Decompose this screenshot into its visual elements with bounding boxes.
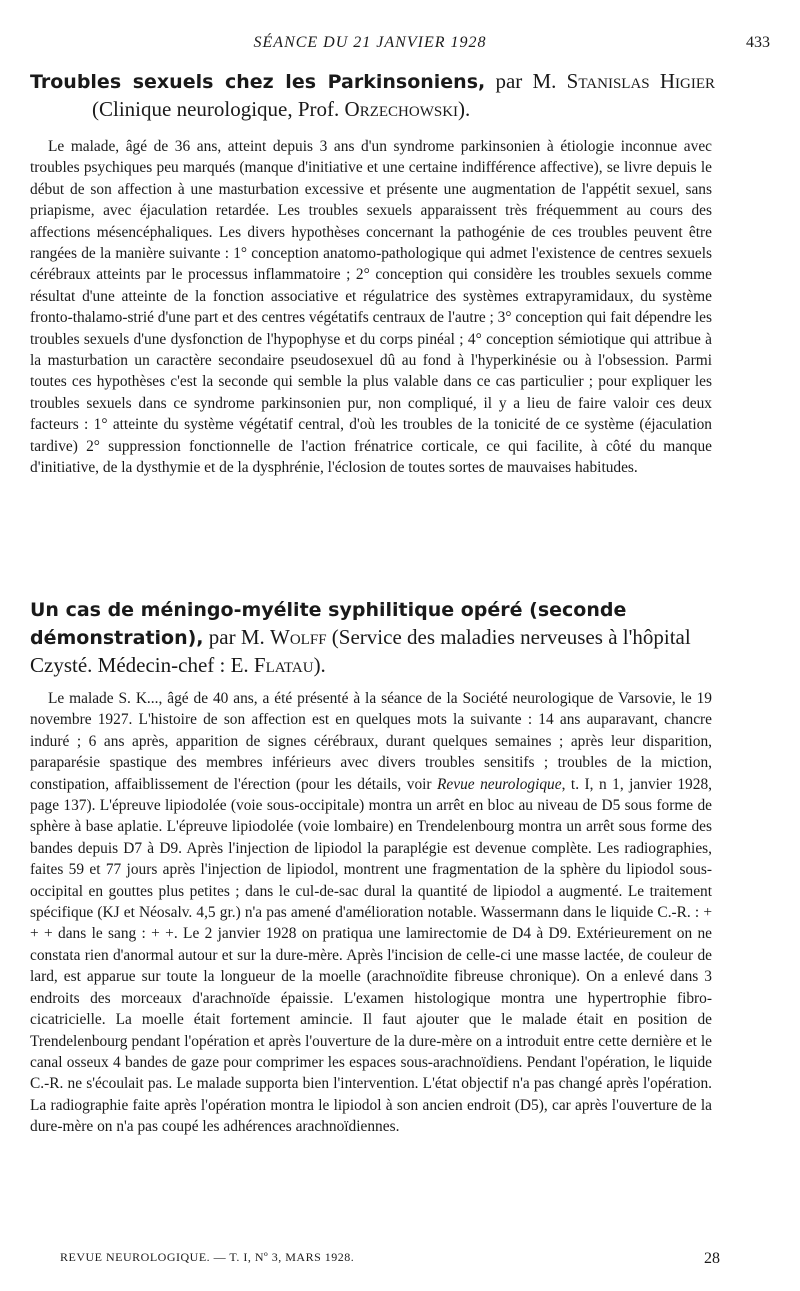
- article-1-body: [30, 136, 712, 479]
- article-1-body-text: Le malade, âgé de 36 ans, atteint depuis 3 ans d'un syndrome parkinsonien à étiologie inconnue avec troubles psychiques peu marqués (manque d'initiative et une certaine indifférence affective), se livre depuis le début de son affection à une masturbation excessive et présente une augmentation de l'appétit sexuel, sans priapisme, avec éjaculation retardée. Les troubles sexuels apparaissent très fréquemment au cours des affections mésencéphaliques. Les divers hypothèses concernant la pathogénie de ces troubles peuvent être rangées de la manière suivante : 1° conception anatomo-pathologique qui admet l'existence de centres sexuels cérébraux atteints par le processus inflammatoire ; 2° conception qui considère les troubles sexuels comme résultat d'une atteinte de la fonction associative et régulatrice des systèmes extrapyramidaux, du système fronto-thalamo-strié d'une part et des centres végétatifs centraux de l'autre ; 3° conception qui fait dépendre les troubles sexuels d'une dysfonction de l'hypophyse et du corps pinéal ; 4° conception sémiotique qui attribue à la masturbation un caractère secondaire pseudosexuel dû au fond à l'hyperkinésie ou à l'obsession. Parmi toutes ces hypothèses c'est la seconde qui semble la plus valable dans ce cas particulier ; pour expliquer les troubles sexuels dans ce syndrome parkinsonien pur, non compliqué, il y a lieu de faire valoir ces deux facteurs : 1° atteinte du système végétatif central, d'où les troubles de la tonicité de ce système (éjaculation tardive) 2° suppression fonctionnelle de l'action frénatrice corticale, ce qui facilite, à côté du manque d'initiative, de la dysthymie et de la dysphrénie, l'éclosion de toutes sortes de mauvaises habitudes.: [30, 138, 712, 477]
- article-1-title-close: ).: [458, 97, 471, 121]
- page-number: 433: [746, 34, 770, 51]
- article-1-professor: Orzechowski: [344, 97, 459, 121]
- article-2-title: [30, 596, 715, 679]
- article-1-title-line2: [30, 96, 715, 123]
- article-1-title-line1: [30, 68, 715, 96]
- journal-reference: Revue neurologique: [437, 775, 562, 793]
- article-2-title-close: ).: [313, 653, 326, 677]
- article-1-title-main: Troubles sexuels chez les Parkinsoniens,: [30, 71, 486, 93]
- page-footer: [60, 1250, 720, 1272]
- footer-journal-info: REVUE NEUROLOGIQUE. — T. I, Nº 3, MARS 1928.: [60, 1250, 355, 1264]
- article-1-title-by: par M.: [485, 69, 567, 93]
- article-2-body: [30, 688, 712, 1138]
- article-2-title-main: Un cas de méningo-myélite syphilitique opéré (seconde démonstration),: [30, 599, 627, 649]
- article-1-title: [30, 68, 715, 123]
- article-2-title-by: par M.: [203, 625, 271, 649]
- article-2-chief: Flatau: [253, 653, 314, 677]
- article-1-author: Stanislas Higier: [566, 69, 715, 93]
- article-2-author: Wolff: [270, 625, 327, 649]
- article-2-body-part2: , t. I, n 1, janvier 1928, page 137). L'épreuve lipiodolée (voie sous-occipitale) montra un arrêt en bloc au niveau de D5 sous forme de sphère à base aplatie. L'épreuve lipiodolée (voie lombaire) en Trendelenbourg montra un arrêt sous forme des bandes depuis D7 à D9. Après l'injection de lipiodol la paraplégie est devenue complète. Les radiographies, faites 59 et 77 jours après l'injection de lipiodol, montrent une fragmentation de la sphère du lipiodol sous-occipital en gouttes plus petites ; dans le cul-de-sac dural la quantité de lipiodol a augmenté. Le traitement spécifique (KJ et Néosalv. 4,5 gr.) n'a pas amené d'amélioration notable. Wassermann dans le liquide C.-R. : + + + dans le sang : + +. Le 2 janvier 1928 on pratiqua une lamirectomie de D4 à D9. Extérieurement on ne constata rien d'anormal autour et sur la dure-mère. Après l'incision de celle-ci une masse lactée, de couleur de lard, est apparue sur toute la longueur de la moelle (arachnoïdite fibreuse chronique). On a enlevé dans 3 endroits des morceaux d'arachnoïde épaissie. L'examen histologique montra une hypertrophie fibro-cicatricielle. La moelle était fortement amincie. Il faut ajouter que le malade était en position de Trendelenbourg pendant l'opération et après l'ouverture de la dure-mère on a introduit entre cette dernière et le canal osseux 4 bandes de gaze pour comprimer les espaces sous-arachnoïdiens. Pendant l'opération, le liquide C.-R. ne s'écoulait pas. Le malade supporta bien l'intervention. L'état objectif n'a pas changé après l'opération. La radiographie faite après l'opération montra le lipiodol à son ancien endroit (D5), car après l'ouverture de la dure-mère on n'a pas coupé les adhérences arachnoïdiennes.: [30, 775, 712, 1136]
- article-1-affiliation: (Clinique neurologique, Prof.: [92, 97, 345, 121]
- footer-sheet-number: 28: [704, 1250, 720, 1267]
- running-head: [0, 34, 800, 56]
- article-2-body-part1: Le malade S. K..., âgé de 40 ans, a été présenté à la séance de la Société neurologique de Varsovie, le 19 novembre 1927. L'histoire de son affection est en quelques mots la suivante : 14 ans auparavant, chancre induré ; 6 ans après, apparition de signes cérébraux, durant quelques semaines ; après leur disparition, paraparésie spastique des membres inférieurs avec divers troubles sensitifs ; troubles de la miction, constipation, affaiblissement de l'érection (pour les détails, voir: [30, 690, 712, 793]
- running-head-title: SÉANCE DU 21 JANVIER 1928: [253, 34, 487, 51]
- article-2-affiliation: (Service des maladies nerveuses à l'hôpital Czysté. Médecin-chef : E.: [30, 625, 691, 677]
